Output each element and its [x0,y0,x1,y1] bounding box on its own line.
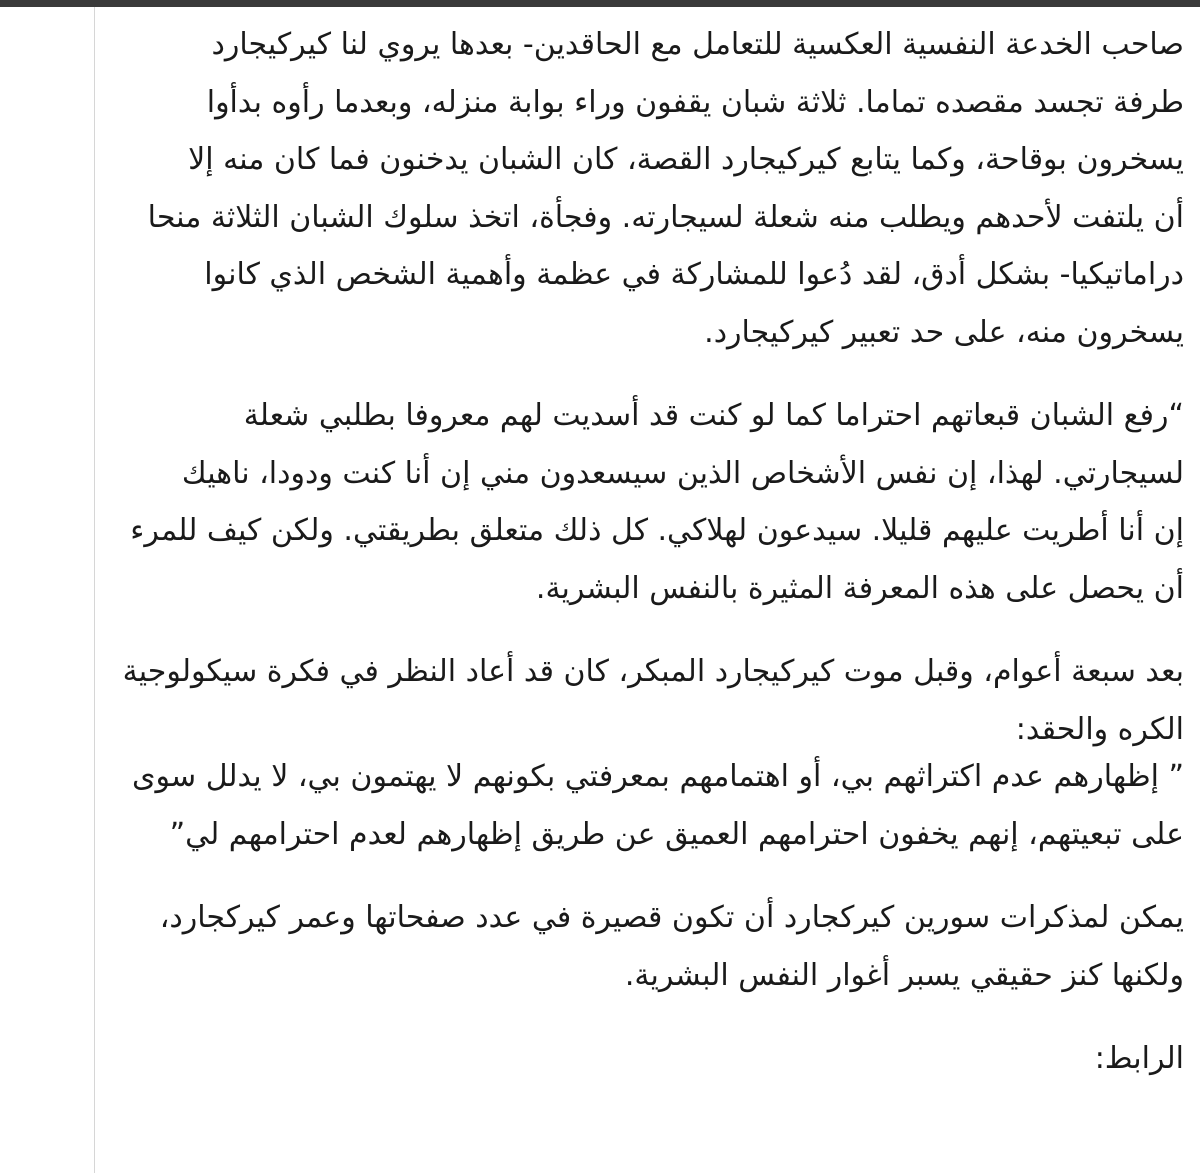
paragraph-1-line-4: أن يلتفت لأحدهم ويطلب منه شعلة لسيجارته. وفجأة، اتخذ سلوك الشبان الثلاثة منحا [147,199,1184,235]
quote-1-line-3: إن أنا أطريت عليهم قليلا. سيدعون لهلاكي. كل ذلك متعلق بطريقتي. ولكن كيف للمرء [130,513,1184,548]
top-bar [0,0,1200,7]
paragraph-5-line-2: ولكنها كنز حقيقي يسبر أغوار النفس البشرية. [624,957,1184,993]
paragraph-3-line-2: الكره والحقد: [1015,711,1184,747]
paragraph-1-line-6: يسخرون منه، على حد تعبير كيركيجارد. [704,314,1184,350]
quote-2-line-2: على تبعيتهم، إنهم يخفون احترامهم العميق عن طريق إظهارهم لعدم احترامهم لي” [169,816,1184,852]
paragraph-5-line-1: يمكن لمذكرات سورين كيركجارد أن تكون قصيرة في عدد صفحاتها وعمر كيركجارد، [159,900,1184,935]
quote-1-line-2: لسيجارتي. لهذا، إن نفس الأشخاص الذين سيسعدون مني إن أنا كنت ودودا، ناهيك [181,455,1184,491]
quote-1-line-4: أن يحصل على هذه المعرفة المثيرة بالنفس البشرية. [535,570,1184,606]
paragraph-1-line-2: طرفة تجسد مقصده تماما. ثلاثة شبان يقفون وراء بوابة منزله، وبعدما رأوه بدأوا [206,84,1184,120]
paragraph-3-line-1: بعد سبعة أعوام، وقبل موت كيركيجارد المبكر، كان قد أعاد النظر في فكرة سيكولوجية [122,654,1184,689]
quote-2-line-1: ” إظهارهم عدم اكتراثهم بي، أو اهتمامهم بمعرفتي بكونهم لا يهتمون بي، لا يدلل سوى [132,759,1184,794]
paragraph-1-line-5: دراماتيكيا- بشكل أدق، لقد دُعوا للمشاركة في عظمة وأهمية الشخص الذي كانوا [204,257,1184,292]
quote-1-line-1: “رفع الشبان قبعاتهم احتراما كما لو كنت قد أسديت لهم معروفا بطلبي شعلة [243,398,1184,433]
article-body [100,16,1184,1088]
left-border-rule [94,7,95,1173]
paragraph-1-line-1: صاحب الخدعة النفسية العكسية للتعامل مع الحاقدين- بعدها يروي لنا كيركيجارد [211,27,1184,62]
paragraph-1-line-3: يسخرون بوقاحة، وكما يتابع كيركيجارد القصة، كان الشبان يدخنون فما كان منه إلا [188,142,1184,177]
link-label: الرابط: [1094,1041,1184,1076]
